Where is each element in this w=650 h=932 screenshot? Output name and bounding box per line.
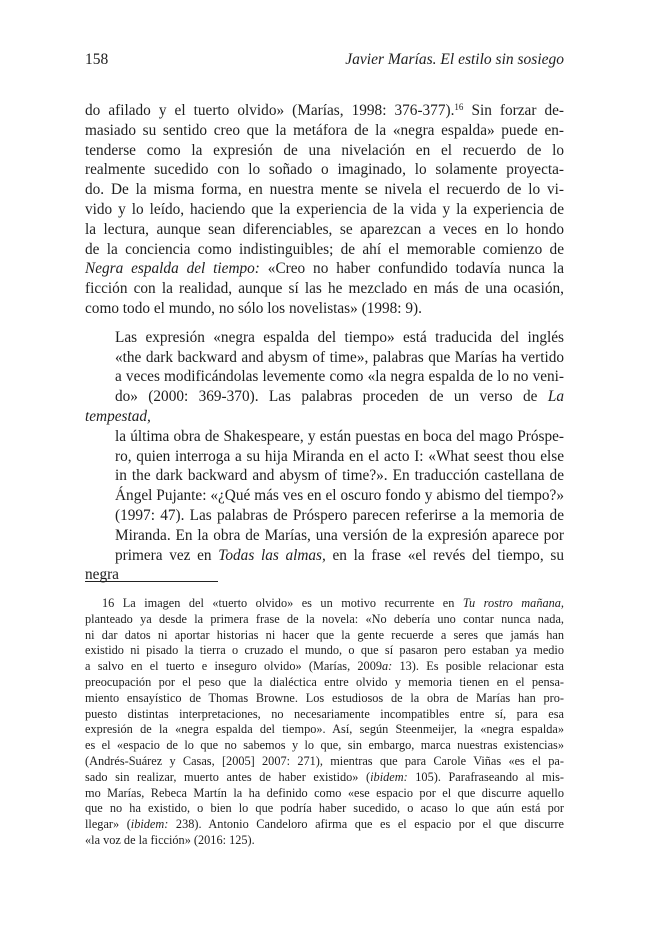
- text-line: vido y lo leído, haciendo que la experiencia de la vida y la experiencia de: [85, 200, 564, 218]
- text-segment: Sin forzar de-: [463, 102, 564, 119]
- text-line: Miranda. En la obra de Marías, una versión de la expresión aparece por: [115, 526, 564, 544]
- italic-text: Negra espalda del tiempo:: [85, 260, 260, 278]
- text-line: la lectura, aunque sean diferenciables, se aparezcan a veces en lo hondo: [85, 220, 564, 238]
- text-line: [85, 659, 564, 675]
- footnote-16: [85, 596, 564, 849]
- text-line: (1997: 47). Las palabras de Próspero parecen referirse a la memoria de: [115, 506, 564, 524]
- text-line: puesto distintas interpretaciones, no necesariamente incompatibles entre sí, para esa: [85, 706, 564, 721]
- text-line: «la voz de la ficción» (2016: 125).: [85, 832, 255, 847]
- text-line: [85, 259, 564, 279]
- text-line: que no ha existido, o bien lo que podría haber sucedido, o acaso lo que aún está por: [85, 801, 564, 816]
- text-segment: «Creo no haber confundido todavía nunca la: [259, 260, 565, 278]
- text-line: [85, 101, 564, 121]
- text-line: como todo el mundo, no sólo los novelistas» (1998: 9).: [85, 299, 422, 317]
- page-header: [85, 51, 564, 71]
- italic-text: Todas las almas,: [218, 546, 326, 564]
- italic-text: ibidem:: [370, 769, 408, 784]
- text-segment: do afilado y el tuerto olvido» (Marías, 1998: 376-377).: [85, 102, 455, 119]
- text-segment: sado sin realizar, muerto antes de haber existido» (: [85, 769, 371, 784]
- text-line: [85, 770, 564, 786]
- text-line: preocupación por el peso que la dialéctica entre olvido y memoria tienen en el pensa-: [85, 674, 564, 689]
- text-segment: 105). Parafraseando al mis-: [407, 769, 564, 784]
- text-line: masiado su sentido creo que la metáfora de la «negra espalda» puede en-: [85, 121, 564, 139]
- italic-text: La tempestad,: [85, 388, 564, 425]
- main-text: [85, 101, 564, 585]
- text-line: la última obra de Shakespeare, y están puestas en boca del mago Próspe-: [115, 427, 564, 445]
- text-segment: do» (2000: 369-370). Las palabras proceden de un verso de: [115, 388, 548, 406]
- italic-text: Tu rostro mañana,: [462, 596, 564, 610]
- text-line: ni dar datos ni aportar historias ni hacer que la gente recuerde a seres que jamás han: [85, 627, 564, 642]
- italic-text: a:: [382, 659, 393, 674]
- text-segment: primera vez en: [115, 546, 219, 564]
- text-line: tenderse como la expresión de una nivelación en el recuerdo de lo: [85, 141, 564, 159]
- text-line: de la conciencia como indistinguibles; de ahí el memorable comienzo de: [85, 240, 564, 258]
- text-line: in the dark backward and abysm of time?». En traducción castellana de: [115, 467, 564, 485]
- text-segment: en la frase «el revés del tiempo, su negra: [85, 546, 565, 584]
- text-line: Las expresión «negra espalda del tiempo» está traducida del inglés: [115, 328, 564, 346]
- text-line: existido ni pisado la tierra o cruzado el mundo, o que sí pasaron pero estaban ya medio: [85, 643, 564, 658]
- text-line: expresión de la «negra espalda del tiempo». Así, según Steenmeijer, la «negra espalda»: [85, 722, 564, 737]
- text-line: (Andrés-Suárez y Casas, [2005] 2007: 271), mientras que para Carole Viñas «es el pa-: [85, 753, 564, 768]
- text-line: ficción con la realidad, aunque sí las he mezclado en más de una ocasión,: [85, 280, 564, 298]
- text-segment: a salvo en el tuerto e inseguro olvido» (Marías, 2009: [85, 659, 382, 674]
- running-title: Javier Marías. El estilo sin sosiego: [345, 51, 564, 68]
- footnote-ref[interactable]: 16: [454, 102, 464, 112]
- text-line: Ángel Pujante: «¿Qué más ves en el oscuro fondo y abismo del tiempo?»: [115, 487, 564, 505]
- paragraph-2: [85, 328, 564, 585]
- text-line: es el «espacio de lo que no sabemos y lo que, sin embargo, marca nuestras existencias»: [85, 738, 564, 753]
- text-segment: 13). Es posible relacionar esta: [392, 659, 564, 674]
- text-line: do. De la misma forma, en nuestra mente se nivela el recuerdo de lo vi-: [85, 181, 564, 199]
- text-line: planteado ya desde la primera frase de la novela: «No debería uno contar nunca nada,: [85, 611, 564, 626]
- text-line: mo Marías, Rebeca Martín la ha definido como «ese espacio por el que discurre aquello: [85, 785, 564, 800]
- text-line: [85, 387, 564, 427]
- text-line: miento ensayístico de Thomas Browne. Los estudiosos de la obra de Marías han pro-: [85, 690, 564, 705]
- text-segment: 16 La imagen del «tuerto olvido» es un motivo recurrente en: [102, 596, 463, 610]
- text-line: realmente sucedido con lo soñado o imaginado, lo solamente proyecta-: [85, 161, 564, 179]
- text-line: [85, 817, 564, 833]
- text-line: [85, 596, 564, 612]
- paragraph-1: [85, 101, 564, 319]
- text-segment: llegar» (: [85, 817, 131, 832]
- text-line: [85, 546, 564, 586]
- italic-text: ibidem:: [130, 817, 169, 832]
- text-line: «the dark backward and abysm of time», palabras que Marías ha vertido: [115, 348, 564, 366]
- text-line: a veces modificándolas levemente como «la negra espalda de lo no veni-: [115, 368, 564, 386]
- text-line: ro, quien interroga a su hija Miranda en el acto I: «What seest thou else: [115, 447, 564, 465]
- page-number: 158: [85, 51, 109, 68]
- text-segment: 238). Antonio Candeloro afirma que es el espacio por el que discurre: [168, 817, 564, 832]
- footnote-separator: [85, 581, 218, 582]
